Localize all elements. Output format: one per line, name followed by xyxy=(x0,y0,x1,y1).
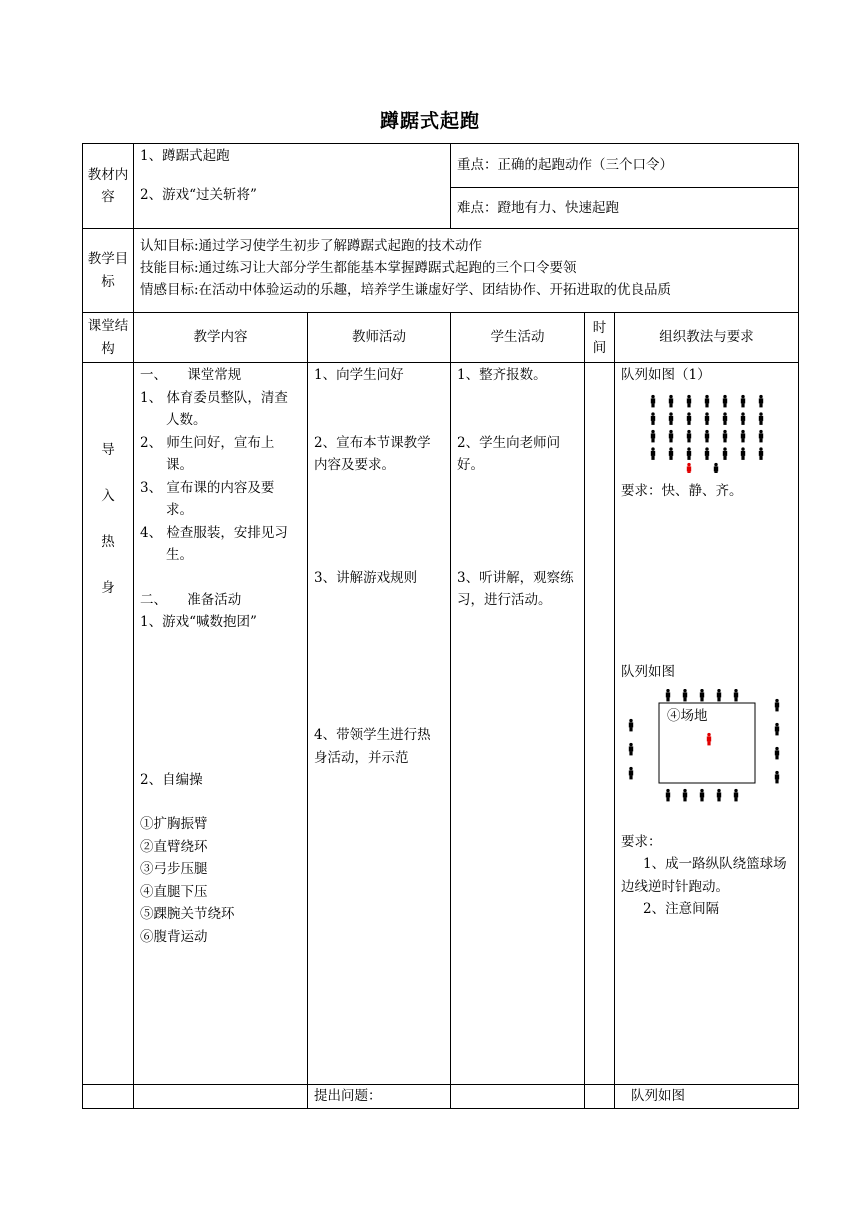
student-figure xyxy=(629,767,633,780)
student-figure xyxy=(759,447,763,460)
move-6: ⑥腹背运动 xyxy=(140,928,208,945)
formation-diagram-grid xyxy=(647,393,777,473)
material-item-2: 2、游戏“过关斩将” xyxy=(140,186,257,203)
exercise-item: 2、自编操 xyxy=(140,771,203,788)
header-teacher: 教师活动 xyxy=(308,313,451,363)
difficulty: 难点：蹬地有力、快速起跑 xyxy=(451,188,799,229)
student-figure xyxy=(683,689,687,701)
requirement-2-line-2: 2、注意间隔 xyxy=(643,901,720,917)
goal-emotion: 情感目标:在活动中体验运动的乐趣，培养学生谦虚好学、团结协作、开拓进取的优良品质 xyxy=(140,282,672,298)
student-figure xyxy=(723,412,727,425)
student-figure xyxy=(734,789,738,802)
student-figure xyxy=(734,689,738,701)
student-figure xyxy=(669,394,673,407)
student-figure xyxy=(687,412,691,425)
routine-item-2: 2、 师生问好，宣布上课。 xyxy=(140,434,275,473)
student-figure xyxy=(683,789,687,802)
student-figure xyxy=(705,447,709,460)
student-figure xyxy=(705,394,709,407)
student-figure xyxy=(741,429,745,442)
student-figure xyxy=(700,789,704,802)
student-figure xyxy=(666,789,670,802)
move-5: ⑤踝腕关节绕环 xyxy=(140,906,235,922)
student-activity-2: 2、学生向老师问好。 xyxy=(457,434,561,473)
requirement-1: 要求：快、静、齐。 xyxy=(621,483,743,499)
header-structure: 课堂结构 xyxy=(83,313,134,363)
student-activity-1: 1、整齐报数。 xyxy=(457,367,547,383)
requirement-2-title: 要求： xyxy=(621,833,662,850)
student-figure xyxy=(723,447,727,460)
requirement-2-line-1: 1、成一路纵队绕篮球场边线逆时针跑动。 xyxy=(621,856,787,895)
routine-item-3: 3、 宣布课的内容及要求。 xyxy=(140,479,275,518)
student-figure xyxy=(723,429,727,442)
student-figure xyxy=(759,412,763,425)
formation-diagram-field xyxy=(621,689,791,811)
routine-item-4: 4、 检查服装，安排见习生。 xyxy=(140,524,288,563)
student-figure xyxy=(775,699,779,712)
student-figure xyxy=(775,723,779,736)
student-figure xyxy=(687,429,691,442)
student-figure xyxy=(759,429,763,442)
game-item: 1、游戏“喊数抱团” xyxy=(140,614,257,630)
student-figure xyxy=(669,429,673,442)
header-content: 教学内容 xyxy=(134,313,308,363)
student-figure xyxy=(714,462,718,472)
student-figure xyxy=(717,789,721,802)
teacher-activity-2: 2、宣布本节课教学内容及要求。 xyxy=(314,434,431,473)
teacher-activity-3: 3、讲解游戏规则 xyxy=(314,569,418,586)
move-2: ②直臂绕环 xyxy=(140,838,208,855)
last-org: 队列如图 xyxy=(615,1085,799,1109)
routine-item-1: 1、 体育委员整队，清查人数。 xyxy=(140,389,288,428)
lesson-plan-table xyxy=(82,143,799,1109)
goal-skill: 技能目标:通过练习让大部分学生都能基本掌握蹲踞式起跑的三个口令要领 xyxy=(140,260,577,276)
student-figure xyxy=(775,747,779,760)
last-teacher: 提出问题： xyxy=(308,1085,451,1109)
student-figure xyxy=(741,394,745,407)
student-figure xyxy=(629,719,633,732)
header-org: 组织教法与要求 xyxy=(615,313,799,363)
warmup-title: 二、 准备活动 xyxy=(140,591,242,608)
teacher-figure xyxy=(687,462,691,472)
time-cell xyxy=(585,363,615,1085)
routine-title: 一、 课堂常规 xyxy=(140,367,242,383)
key-point: 重点：正确的起跑动作（三个口令） xyxy=(451,144,799,188)
student-figure xyxy=(651,447,655,460)
move-4: ④直腿下压 xyxy=(140,883,208,900)
move-3: ③弓步压腿 xyxy=(140,861,208,877)
student-figure xyxy=(741,412,745,425)
header-student: 学生活动 xyxy=(451,313,585,363)
structure-warmup: 导 入 热 身 xyxy=(83,363,134,1085)
goals-label: 教学目标 xyxy=(83,229,134,313)
formation-caption-2: 队列如图 xyxy=(621,663,675,680)
student-figure xyxy=(741,447,745,460)
material-item-1: 1、蹲踞式起跑 xyxy=(140,148,230,164)
formation-caption-1: 队列如图（1） xyxy=(621,367,711,383)
student-figure xyxy=(687,447,691,460)
student-figure xyxy=(759,394,763,407)
student-figure xyxy=(669,447,673,460)
student-figure xyxy=(705,412,709,425)
material-label: 教材内容 xyxy=(83,144,134,229)
teacher-figure xyxy=(707,733,711,746)
student-figure xyxy=(651,394,655,407)
field-label: ④场地 xyxy=(667,708,708,724)
move-1: ①扩胸振臂 xyxy=(140,816,208,832)
student-figure xyxy=(651,429,655,442)
student-figure xyxy=(687,394,691,407)
teacher-activity-4: 4、带领学生进行热身活动，并示范 xyxy=(314,727,431,766)
goal-cognitive: 认知目标:通过学习使学生初步了解蹲踞式起跑的技术动作 xyxy=(140,238,483,254)
student-figure xyxy=(705,429,709,442)
student-figure xyxy=(669,412,673,425)
student-activity-3: 3、听讲解，观察练习，进行活动。 xyxy=(457,569,574,608)
header-time: 时间 xyxy=(585,313,615,363)
student-figure xyxy=(717,689,721,701)
teacher-activity-1: 1、向学生问好 xyxy=(314,367,404,383)
student-figure xyxy=(775,771,779,784)
page-title: 蹲踞式起跑 xyxy=(379,110,480,132)
student-figure xyxy=(666,689,670,701)
student-figure xyxy=(723,394,727,407)
student-figure xyxy=(629,743,633,756)
student-figure xyxy=(700,689,704,701)
student-figure xyxy=(651,412,655,425)
